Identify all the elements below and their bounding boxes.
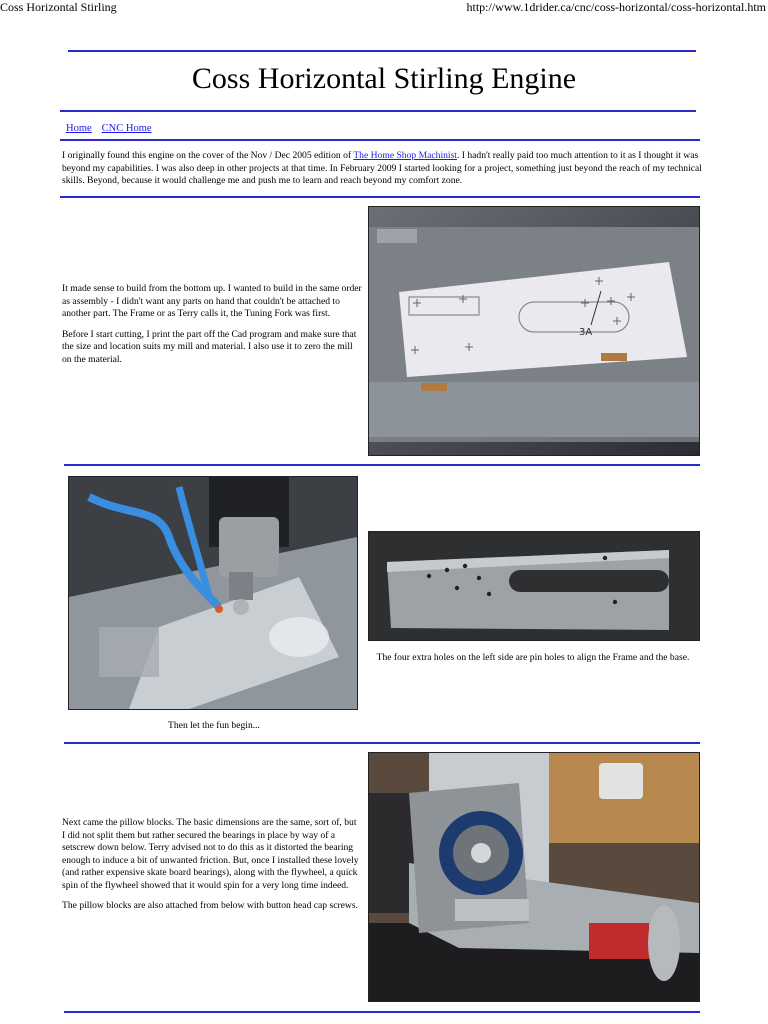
cut-frame-photo bbox=[368, 531, 700, 641]
page-title: Coss Horizontal Stirling Engine bbox=[191, 62, 577, 95]
divider bbox=[60, 110, 696, 112]
mill-cutting-illustration bbox=[69, 477, 357, 709]
frame-template-illustration bbox=[369, 207, 699, 455]
section3-paragraph-1: Next came the pillow blocks. The basic dimensions are the same, sort of, but I did not split them but rather secured the bearings in place by way of a setscrew down below. Terry advised not to do this as it distorted the bearing enough to induce a bit of unwanted friction. But, once I installed these lovely (and rather expensive skate board bearings), along with the flywheel, a quick spin of the flywheel showed that it would spin for a very long time indeed. bbox=[62, 817, 359, 891]
nav-cnc-home-link[interactable]: CNC Home bbox=[101, 123, 152, 134]
cut-frame-illustration bbox=[369, 532, 699, 640]
divider bbox=[68, 50, 696, 52]
divider bbox=[64, 742, 700, 744]
section3-text bbox=[62, 817, 360, 913]
home-shop-machinist-link[interactable]: The Home Shop Machinist bbox=[353, 150, 457, 161]
divider bbox=[60, 196, 700, 198]
nav-home-link[interactable]: Home bbox=[66, 123, 92, 134]
print-header-url: http://www.1drider.ca/cnc/coss-horizontal/coss-horizontal.htm bbox=[466, 0, 766, 14]
section1-paragraph-2: Before I start cutting, I print the part off the Cad program and make sure that the size and location suits my mill and material. I also use it to zero the mill on the material. bbox=[62, 328, 357, 365]
intro-paragraph: I originally found this engine on the cover of the Nov / Dec 2005 edition of The Home Shop Machinist. I hadn't really paid too much attention to it as I thought it was beyond my capabilities. I was also deep in other projects at that time. In February 2009 I started looking for a project, something just beyond the reach of my technical skills. Beyond, because it would challenge me and push me to learn and reach beyond my comfort zone. bbox=[62, 150, 702, 186]
nav-bar bbox=[66, 118, 158, 136]
divider bbox=[60, 139, 700, 141]
divider bbox=[64, 464, 700, 466]
print-header-title: Coss Horizontal Stirling bbox=[0, 0, 117, 14]
section1-text bbox=[62, 283, 362, 366]
section3-paragraph-2: The pillow blocks are also attached from below with button head cap screws. bbox=[62, 900, 358, 911]
cut-frame-caption: The four extra holes on the left side are pin holes to align the Frame and the base. bbox=[376, 652, 690, 663]
mill-cutting-photo bbox=[68, 476, 358, 710]
mill-cutting-caption: Then let the fun begin... bbox=[168, 720, 260, 731]
frame-template-photo bbox=[368, 206, 700, 456]
section1-paragraph-1: It made sense to build from the bottom up. I wanted to build in the same order as assembly - I didn't want any parts on hand that couldn't be attached to another part. The Frame or as Terry calls it, the Tuning Fork was first. bbox=[62, 283, 362, 319]
pillow-block-photo bbox=[368, 752, 700, 1002]
pillow-block-illustration bbox=[369, 753, 699, 1001]
photo-annotation: 3A bbox=[579, 327, 593, 338]
divider bbox=[64, 1011, 700, 1013]
